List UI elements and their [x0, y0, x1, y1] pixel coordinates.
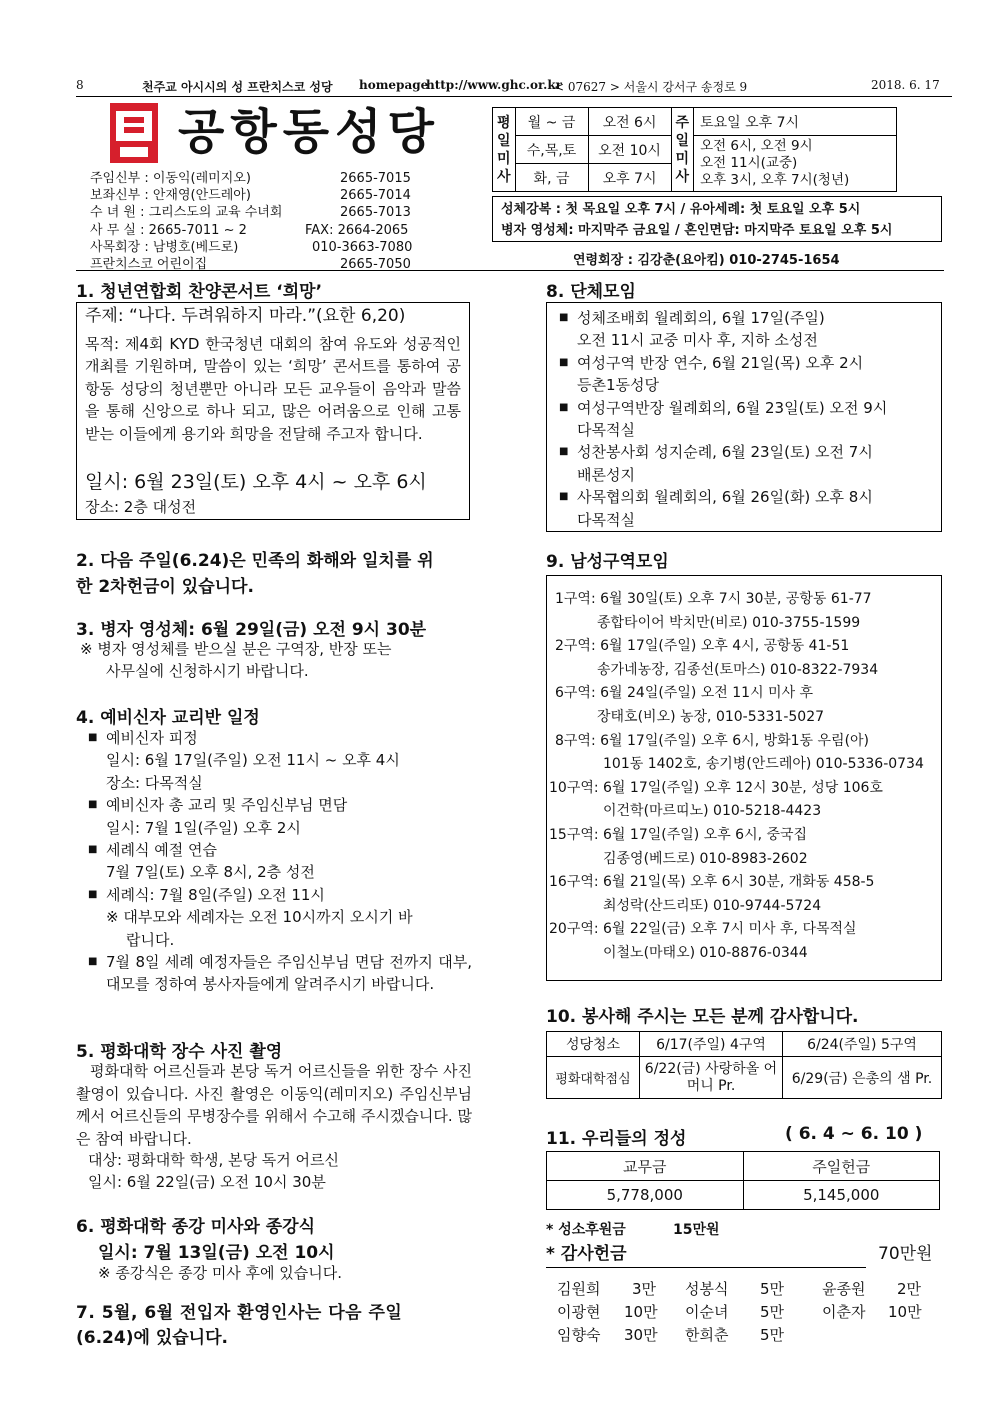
donor-name: 이광현: [557, 1303, 601, 1321]
mass-schedule-table: 평일미사 월 ~ 금 오전 6시 주일미사 토요일 오후 7시 수,목,토 오전 10시 오전 6시, 오전 9시 오전 11시(교중) 오후 3시, 오후 7시(청년) 화, 금 오후 7시: [492, 107, 897, 192]
list-item: ■ 여성구역반장 월례회의, 6월 23일(토) 오전 9시 다목적실: [559, 397, 941, 442]
section-2-heading-line2: 한 2차헌금이 있습니다.: [76, 577, 254, 597]
staff-row: 사 무 실 : 2665-7011 ~ 2 FAX: 2664-2065: [90, 222, 409, 238]
list-item: ■ 사목협의회 월례회의, 6월 26일(화) 오후 8시 다목적실: [559, 486, 941, 531]
list-item: 8구역: 6월 17일(주일) 오후 6시, 방화1동 우림(아): [555, 732, 870, 749]
donor-name: 한희춘: [685, 1326, 729, 1344]
section-6-note: ※ 종강식은 종강 미사 후에 있습니다.: [98, 1264, 343, 1282]
donor-name: 임향숙: [557, 1326, 601, 1344]
header-bottom-divider: [76, 270, 944, 271]
list-item: 1구역: 6월 30일(토) 오후 7시 30분, 공항동 61-77: [555, 591, 872, 607]
concert-place: 장소: 2층 대성전: [85, 498, 197, 516]
church-name: 천주교 아시시의 성 프란치스코 성당: [142, 80, 333, 94]
list-item: ■ 여성구역 반장 연수, 6월 21일(목) 오후 2시 등촌1동성당: [559, 352, 941, 397]
section-1-heading: 1. 청년연합회 찬양콘서트 ‘희망’: [76, 282, 323, 302]
section-8-heading: 8. 단체모임: [546, 282, 636, 302]
staff-row: 프란치스코 어린이집 2665-7050: [90, 256, 411, 272]
donor-amount: 2만: [897, 1280, 922, 1298]
staff-row: 수 녀 원 : 그리스도의 교육 수녀회 2665-7013: [90, 205, 411, 221]
donor-amount: 30만: [624, 1326, 658, 1344]
page-title: 공항동성당: [178, 104, 440, 160]
section-5-target: 대상: 평화대학 학생, 본당 독거 어르신: [88, 1151, 340, 1169]
church-logo-icon: [110, 103, 158, 163]
list-item: 이철노(마태오) 010-8876-0344: [603, 944, 808, 961]
sacraments-box: 성체강복 : 첫 목요일 오후 7시 / 유아세례: 첫 토요일 오후 5시 병자 영성체: 마지막주 금요일 / 혼인면담: 마지막주 토요일 오후 5시: [492, 196, 942, 242]
list-item: 6구역: 6월 24일(주일) 오전 11시 미사 후: [555, 685, 814, 702]
thanks-offering-value: 70만원: [878, 1244, 933, 1264]
vocation-fund-label: * 성소후원금: [546, 1222, 626, 1238]
concert-box: [76, 302, 470, 520]
list-item: 장태호(비오) 농장, 010-5331-5027: [597, 708, 825, 725]
donor-amount: 5만: [760, 1280, 785, 1298]
list-item: ■ 세례식 예절 연습 7월 7일(토) 오후 8시, 2층 성전: [88, 839, 472, 884]
list-item: 16구역: 6월 21일(목) 오후 6시 30분, 개화동 458-5: [549, 874, 875, 891]
weekday-mass-head: 평일미사: [493, 108, 516, 192]
page-number: 8: [76, 78, 84, 92]
donor-name: 윤종원: [822, 1280, 866, 1298]
list-item: 종합타이어 박치만(비로) 010-3755-1599: [597, 614, 861, 631]
sunday-mass-head: 주일미사: [671, 108, 694, 192]
section-6-heading: 6. 평화대학 종강 미사와 종강식: [76, 1217, 316, 1237]
thanks-underline: [546, 1267, 866, 1268]
list-item: 15구역: 6월 17일(주일) 오후 6시, 중국집: [549, 826, 808, 843]
staff-list: [90, 170, 413, 273]
list-item: ■ 세례식: 7월 8일(주일) 오전 11시 ※ 대부모와 세례자는 오전 10시까지 오시기 바 랍니다.: [88, 884, 472, 951]
donor-amount: 5만: [760, 1326, 785, 1344]
section-5-body: 평화대학 어르신들과 본당 독거 어르신들을 위한 장수 사진 촬영이 있습니다. 사진 촬영은 이동익(레미지오) 주임신부님께서 어르신들의 무병장수를 위해서 수고해 주시겠습니다. 많은 참여 바랍니다.: [76, 1062, 472, 1148]
concert-theme: 주제: “나다. 두려워하지 마라.”(요한 6,20): [85, 306, 406, 326]
staff-row: 보좌신부 : 안재영(안드레아) 2665-7014: [90, 188, 411, 204]
section-2-heading-line1: 2. 다음 주일(6.24)은 민족의 화해와 일치를 위: [76, 551, 434, 571]
list-item: 최성락(산드리또) 010-9744-5724: [603, 897, 822, 914]
offering-table: 교무금 주일헌금 5,778,000 5,145,000: [546, 1151, 940, 1210]
list-item: ■ 성체조배회 월례회의, 6월 17일(주일) 오전 11시 교중 미사 후, 지하 소성전: [559, 307, 941, 352]
thanks-offering-label: * 감사헌금: [546, 1244, 627, 1264]
section-6-date: 일시: 7월 13일(금) 오전 10시: [98, 1243, 335, 1263]
list-item: 2구역: 6월 17일(주일) 오후 4시, 공항동 41-51: [555, 638, 850, 655]
homepage-label: homepage: [359, 78, 429, 92]
staff-row: 주임신부 : 이동익(레미지오) 2665-7015: [90, 171, 411, 186]
section-5-heading: 5. 평화대학 장수 사진 촬영: [76, 1042, 283, 1062]
section-11-heading: 11. 우리들의 정성: [546, 1129, 687, 1149]
concert-purpose: 목적: 제4회 KYD 한국청년 대회의 참여 유도와 성공적인 개최를 기원하며, 말씀이 있는 ‘희망’ 콘서트를 통하여 공항동 성당의 청년뿐만 아니라 모든 교우들이 음악과 말씀을 통해 신앙으로 하나 되고, 많은 어려움으로 인해 고통받는 이들에게 용기와 희망을 전달해 주고자 합니다.: [85, 335, 461, 443]
list-item: ■ 성찬봉사회 성지순례, 6월 23일(토) 오전 7시 배론성지: [559, 441, 941, 486]
list-item: ■ 예비신자 총 교리 및 주임신부님 면담 일시: 7월 1일(주일) 오후 2시: [88, 794, 472, 839]
district-list: [549, 588, 924, 966]
list-item: 송가네농장, 김종선(토마스) 010-8322-7934: [597, 661, 879, 678]
section-3-note-cont: 사무실에 신청하시기 바랍니다.: [106, 662, 309, 680]
donor-amount: 3만: [632, 1280, 657, 1298]
volunteer-table: 성당청소 6/17(주일) 4구역 6/24(주일) 5구역 평화대학점심 6/22(금) 사랑하올 어머니 Pr. 6/29(금) 은총의 샘 Pr.: [546, 1031, 942, 1099]
section-9-heading: 9. 남성구역모임: [546, 552, 669, 572]
address: < 07627 > 서울시 강서구 송정로 9: [554, 80, 748, 94]
header-divider: [76, 96, 952, 97]
donor-name: 이순녀: [685, 1303, 729, 1321]
donor-name: 성봉식: [685, 1280, 729, 1298]
section-7-heading-line2: (6.24)에 있습니다.: [76, 1328, 228, 1348]
donor-name: 김원희: [557, 1280, 601, 1298]
vocation-fund-value: 15만원: [673, 1222, 720, 1238]
homepage-link[interactable]: http://www.ghc.or.kr: [426, 78, 562, 92]
list-item: 이건학(마르띠노) 010-5218-4423: [603, 803, 822, 820]
group-meetings-box: [546, 302, 942, 532]
section-5-date: 일시: 6월 22일(금) 오전 10시 30분: [88, 1173, 326, 1191]
section-3-heading: 3. 병자 영성체: 6월 29일(금) 오전 9시 30분: [76, 620, 427, 640]
list-item: 101동 1402호, 송기병(안드레아) 010-5336-0734: [603, 756, 924, 773]
donor-amount: 10만: [888, 1303, 922, 1321]
staff-row: 사목회장 : 남병호(베드로) 010-3663-7080: [90, 239, 413, 255]
catechumen-schedule: [88, 727, 472, 996]
donor-name: 이춘자: [822, 1303, 866, 1321]
list-item: 10구역: 6월 17일(주일) 오후 12시 30분, 성당 106호: [549, 779, 883, 796]
section-7-heading-line1: 7. 5월, 6월 전입자 환영인사는 다음 주일: [76, 1303, 403, 1323]
list-item: ■ 7월 8일 세례 예정자들은 주임신부님 면담 전까지 대부, 대모를 정하여 봉사자들에게 알려주시기 바랍니다.: [88, 951, 472, 996]
concert-date: 일시: 6월 23일(토) 오후 4시 ~ 오후 6시: [85, 471, 427, 493]
section-11-period: ( 6. 4 ~ 6. 10 ): [785, 1124, 923, 1144]
section-4-heading: 4. 예비신자 교리반 일정: [76, 708, 260, 728]
mens-district-box: [546, 575, 942, 981]
section-3-note: ※ 병자 영성체를 받으실 분은 구역장, 반장 또는: [80, 640, 392, 658]
donor-amount: 10만: [624, 1303, 658, 1321]
page-header: [76, 78, 944, 96]
list-item: 20구역: 6월 22일(금) 오후 7시 미사 후, 다목적실: [549, 921, 857, 938]
section-10-heading: 10. 봉사해 주시는 모든 분께 감사합니다.: [546, 1007, 859, 1027]
list-item: 김종영(베드로) 010-8983-2602: [603, 850, 808, 867]
donor-amount: 5만: [760, 1303, 785, 1321]
list-item: ■ 예비신자 피정 일시: 6월 17일(주일) 오전 11시 ~ 오후 4시 장소: 다목적실: [88, 727, 472, 794]
liaison-line: 연령회장 : 김강춘(요아킴) 010-2745-1654: [573, 253, 840, 268]
issue-date: 2018. 6. 17: [871, 78, 940, 92]
